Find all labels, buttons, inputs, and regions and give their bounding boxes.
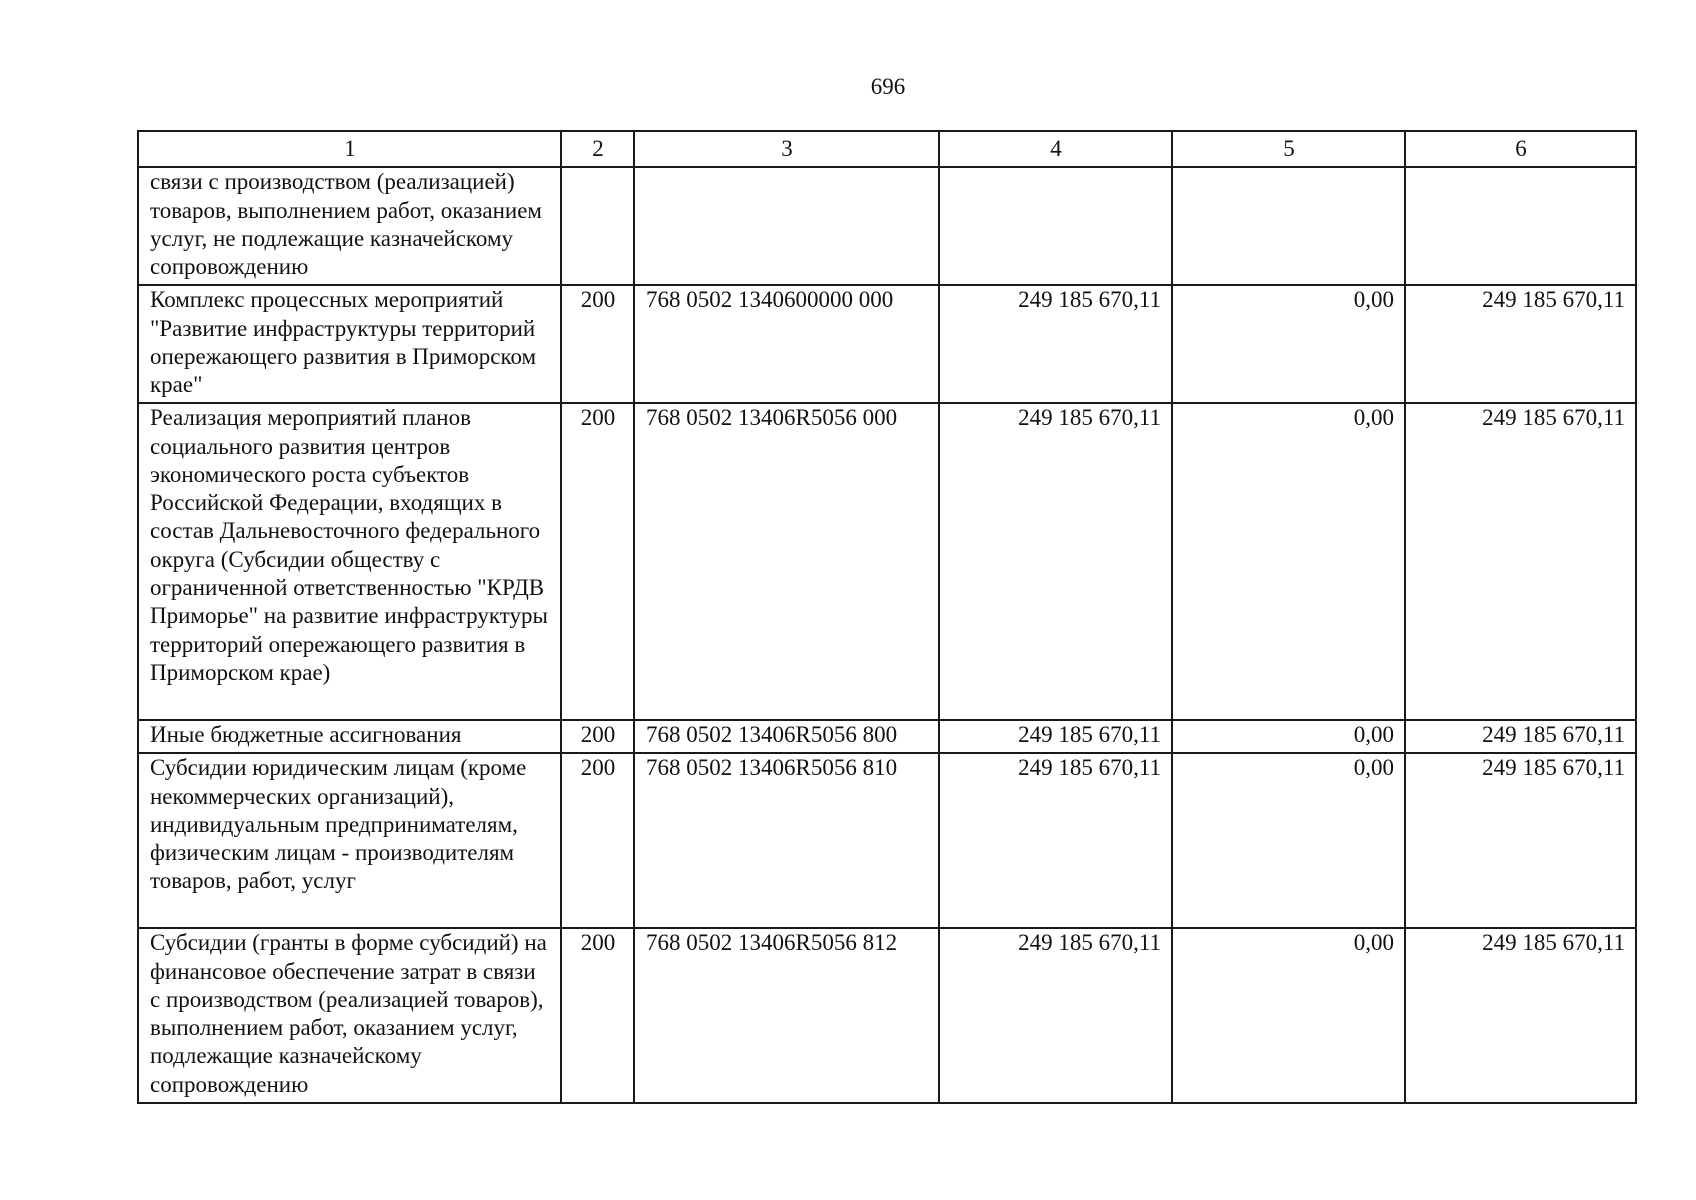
table-row bbox=[138, 753, 1636, 928]
header-col-6: 6 bbox=[1405, 131, 1636, 167]
header-col-1: 1 bbox=[138, 131, 561, 167]
row-name: связи с производством (реализацией) товаров, выполнением работ, оказанием услуг, не подлежащие казначейскому сопровождению bbox=[138, 167, 561, 285]
header-col-2: 2 bbox=[561, 131, 634, 167]
table-header bbox=[138, 131, 1636, 167]
row-value-4 bbox=[939, 167, 1172, 285]
table-body bbox=[138, 167, 1636, 1103]
page-number: 696 bbox=[870, 74, 906, 99]
table-row bbox=[138, 928, 1636, 1103]
row-code bbox=[634, 167, 939, 285]
row-value-6: 249 185 670,11 bbox=[1405, 720, 1636, 753]
row-code: 768 0502 13406R5056 812 bbox=[634, 928, 939, 1103]
row-name: Комплекс процессных мероприятий "Развитие инфраструктуры территорий опережающего развития в Приморском крае" bbox=[138, 285, 561, 403]
row-value-5: 0,00 bbox=[1172, 285, 1405, 403]
row-col2 bbox=[561, 167, 634, 285]
row-value-5: 0,00 bbox=[1172, 928, 1405, 1103]
table-row bbox=[138, 403, 1636, 720]
row-value-5: 0,00 bbox=[1172, 403, 1405, 720]
header-row bbox=[138, 131, 1636, 167]
row-col2: 200 bbox=[561, 928, 634, 1103]
row-code: 768 0502 13406R5056 000 bbox=[634, 403, 939, 720]
row-value-6: 249 185 670,11 bbox=[1405, 928, 1636, 1103]
budget-table bbox=[137, 130, 1637, 1104]
row-col2: 200 bbox=[561, 403, 634, 720]
row-value-6: 249 185 670,11 bbox=[1405, 285, 1636, 403]
row-name: Иные бюджетные ассигнования bbox=[138, 720, 561, 753]
row-value-6: 249 185 670,11 bbox=[1405, 403, 1636, 720]
row-value-4: 249 185 670,11 bbox=[939, 720, 1172, 753]
row-name: Субсидии юридическим лицам (кроме некоммерческих организаций), индивидуальным предпринимателям, физическим лицам - производителям товаров, работ, услуг bbox=[138, 753, 561, 928]
table-row bbox=[138, 720, 1636, 753]
row-value-6: 249 185 670,11 bbox=[1405, 753, 1636, 928]
table-row bbox=[138, 167, 1636, 285]
row-name: Субсидии (гранты в форме субсидий) на финансовое обеспечение затрат в связи с производством (реализацией товаров), выполнением работ, оказанием услуг, подлежащие казначейскому сопровождению bbox=[138, 928, 561, 1103]
header-col-4: 4 bbox=[939, 131, 1172, 167]
row-value-5: 0,00 bbox=[1172, 720, 1405, 753]
row-col2: 200 bbox=[561, 285, 634, 403]
row-name: Реализация мероприятий планов социального развития центров экономического роста субъектов Российской Федерации, входящих в состав Дальневосточного федерального округа (Субсидии обществу с ограниченной ответственностью "КРДВ Приморье" на развитие инфраструктуры территорий опережающего развития в Приморском крае) bbox=[138, 403, 561, 720]
row-value-4: 249 185 670,11 bbox=[939, 285, 1172, 403]
row-value-4: 249 185 670,11 bbox=[939, 403, 1172, 720]
row-code: 768 0502 13406R5056 800 bbox=[634, 720, 939, 753]
row-value-6 bbox=[1405, 167, 1636, 285]
row-value-5 bbox=[1172, 167, 1405, 285]
header-col-5: 5 bbox=[1172, 131, 1405, 167]
row-code: 768 0502 13406R5056 810 bbox=[634, 753, 939, 928]
row-col2: 200 bbox=[561, 720, 634, 753]
header-col-3: 3 bbox=[634, 131, 939, 167]
row-value-4: 249 185 670,11 bbox=[939, 753, 1172, 928]
row-col2: 200 bbox=[561, 753, 634, 928]
table-row bbox=[138, 285, 1636, 403]
row-code: 768 0502 1340600000 000 bbox=[634, 285, 939, 403]
row-value-5: 0,00 bbox=[1172, 753, 1405, 928]
row-value-4: 249 185 670,11 bbox=[939, 928, 1172, 1103]
